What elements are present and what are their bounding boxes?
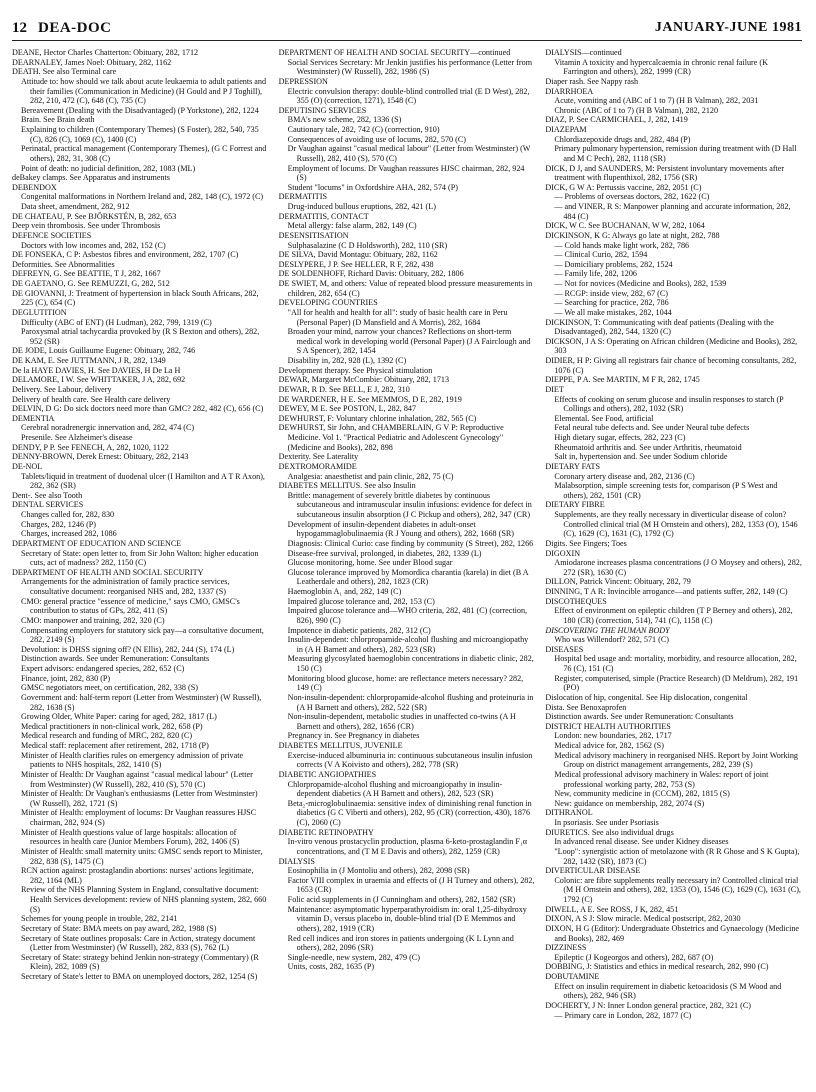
index-subentry: Glucose tolerance improved by Momordica charantia (karela) in diet (B A Leatherdale and others), 282, 1823 (CR)	[287, 567, 529, 587]
index-subentry: — RCGP: inside view, 282, 67 (C)	[554, 288, 669, 298]
index-heading: Delivery. See Labour, delivery	[12, 384, 112, 394]
index-subentry: Changes called for, 282, 830	[21, 510, 115, 519]
index-subentry: Minister of Health clarifies rules on emergency admission of private patients to NHS hospitals, 282, 1410 (S)	[21, 750, 244, 770]
index-subentry: Expert advisors: endangered species, 282, 652 (C)	[21, 664, 185, 673]
index-heading: DEVELOPING COUNTRIES	[278, 298, 378, 308]
index-heading: Distinction awards. See under Remuneration: Consultants	[545, 712, 734, 722]
index-subentry: Register, computerised, simple (Practice Research) (D Meldrum), 282, 191 (PO)	[554, 673, 799, 693]
index-subentry: Maintenance: asymptomatic hyperparathyroidism in: oral 1,25-dihydroxy vitamin D₃ versus placebo in, double-blind trial (D E Memmos and others), 282, 1919 (CR)	[287, 904, 527, 933]
index-heading: DEWAR, R D. See BELL, E J, 282, 310	[278, 384, 410, 394]
index-subentry: Review of the NHS Planning System in England, consultative document: Health Services development: review of NHS planning system, 282, 660 (S)	[21, 885, 267, 914]
index-subentry: — Not for novices (Medicine and Books), 282, 1539	[554, 279, 727, 288]
index-column-2	[279, 48, 536, 1088]
index-subentry: Data sheet, amendment, 282, 912	[21, 202, 130, 211]
index-heading: DEPARTMENT OF EDUCATION AND SCIENCE	[12, 538, 182, 548]
index-subentry: CMO: general practice "essence of medicine," says CMO, GMSC's contribution to status of GPs, 282, 411 (S)	[21, 596, 240, 616]
index-heading: DERMATITIS, CONTACT	[278, 211, 369, 221]
index-subentry: CMO: manpower and training, 282, 320 (C)	[21, 615, 165, 625]
index-subentry: Non-insulin-dependent, metabolic studies in unaffected co-twins (A H Barnett and others), 282, 1656 (CR)	[287, 712, 516, 731]
index-subentry: Drug-induced bullous eruptions, 282, 421 (L)	[287, 202, 436, 211]
index-heading: DITHRANOL	[545, 808, 593, 818]
index-heading: DEPRESSION	[278, 76, 328, 86]
index-subentry: In advanced renal disease. See under Kidney diseases	[554, 837, 729, 847]
index-subentry: Pregnancy in. See Pregnancy in diabetes	[287, 731, 420, 741]
index-heading: DIABETIC RETINOPATHY	[278, 827, 374, 837]
index-heading: DICKINSON, K G: Always go late at night, 282, 788	[545, 230, 720, 240]
index-subentry: Fetal neural tube defects and. See under Neural tube defects	[554, 423, 750, 433]
index-subentry: Employment of locums. Dr Vaughan reassures HJSC chairman, 282, 924 (S)	[287, 163, 525, 183]
index-subentry: Elemental. See Food, artificial	[554, 413, 654, 423]
index-heading: DIALYSIS—continued	[545, 48, 622, 57]
index-heading: DEGLUTITION	[12, 307, 67, 317]
index-subentry: Schemes for young people in trouble, 282, 2141	[21, 914, 178, 924]
index-subentry: Effects of cooking on serum glucose and insulin responses to starch (P Collings and others), 282, 1032 (SR)	[554, 394, 784, 414]
index-heading: Dexterity. See Laterality	[278, 452, 359, 462]
index-subentry: Paroxysmal atrial tachycardia provoked by (R S Bexton and others), 282, 952 (SR)	[21, 327, 260, 346]
index-column-1	[12, 48, 269, 1088]
index-subentry: Exercise-induced albuminuria in: continuous subcutaneous insulin infusion corrects (V A Koivisto and others), 282, 778 (SR)	[287, 750, 533, 770]
index-heading: DICKINSON, T: Communicating with deaf patients (Dealing with the Disadvantaged), 282, 544, 1320 (C)	[545, 317, 774, 337]
index-subentry: — Problems of overseas doctors, 282, 1622 (C)	[554, 192, 710, 202]
index-subentry: Measuring glycosylated haemoglobin concentrations in diabetic clinic, 282, 150 (C)	[287, 654, 534, 673]
index-subentry: Disability in, 282, 928 (L), 1392 (C)	[287, 356, 407, 365]
index-heading: DIABETES MELLITUS, JUVENILE	[278, 741, 403, 750]
index-subentry: Medical research and funding of MRC, 282, 820 (C)	[21, 731, 193, 741]
index-subentry: Medical practitioners in non-clinical work, 282, 658 (P)	[21, 721, 203, 731]
index-heading: Dislocation of hip, congenital. See Hip dislocation, congenital	[545, 692, 748, 702]
index-subentry: Eosinophilia in (J Montoliu and others), 282, 2098 (SR)	[287, 866, 470, 876]
index-subentry: Who was Willendorf? 282, 571 (C)	[554, 635, 669, 645]
index-subentry: "All for health and health for all": study of basic health care in Peru (Personal Paper) (D Mansfield and A Morris), 282, 1684	[287, 307, 508, 327]
index-columns	[12, 48, 802, 1088]
index-subentry: — Clinical Curio, 282, 1594	[554, 250, 648, 260]
index-subentry: Analgesia: anaesthetist and pain clinic, 282, 75 (C)	[287, 471, 454, 481]
index-subentry: — Family life, 282, 1206	[554, 269, 637, 279]
index-subentry: Charges, 282, 1246 (P)	[21, 519, 97, 529]
index-heading: DERMATITIS	[278, 192, 327, 202]
index-heading: Diaper rash. See Nappy rash	[545, 76, 639, 86]
index-subentry: Glucose monitoring, home. See under Blood sugar	[287, 558, 453, 568]
index-subentry: Broaden your mind, narrow your chances? Reflections on short-term medical work in developing world (Personal Paper) (J A Fairclough and S A Spencer), 282, 1454	[287, 327, 531, 356]
index-heading: DE-NOL	[12, 461, 43, 471]
index-heading: DIETARY FATS	[545, 461, 600, 471]
index-heading: DIABETES MELLITUS. See also Insulin	[278, 481, 416, 491]
index-subentry: Compensating employers for statutory sick pay—a consultative document, 282, 2149 (S)	[21, 625, 264, 645]
index-subentry: — We all make mistakes, 282, 1044	[554, 307, 672, 317]
index-subentry: Social Services Secretary: Mr Jenkin justifies his performance (Letter from Westminster) (W Russell), 282, 1986 (S)	[287, 57, 533, 77]
index-subentry: Chlorpropamide-alcohol flushing and microangiopathy in insulin-dependent diabetics (A H Barnett and others), 282, 523 (SR)	[287, 779, 503, 799]
index-subentry: Medical professional advisory machinery in Wales: report of joint professional working party, 282, 753 (S)	[554, 769, 769, 789]
index-subentry: Cautionary tale, 282, 742 (C) (correction, 910)	[287, 125, 440, 134]
index-heading: DEWAR, Margaret McCombie: Obituary, 282, 1713	[278, 375, 450, 385]
issue-date: JANUARY-JUNE 1981	[654, 20, 802, 35]
index-subentry: Chlordiazepoxide drugs and, 282, 484 (P)	[554, 134, 691, 144]
index-subentry: Minister of Health: employment of locums: Dr Vaughan reassures HJSC chairman, 282, 924 (S)	[21, 808, 257, 827]
index-subentry: Electric convulsion therapy: double-blind controlled trial (E D West), 282, 355 (O) (correction, 1271), 1548 (C)	[287, 86, 530, 106]
index-subentry: Cerebral noradrenergic innervation and, 282, 474 (C)	[21, 423, 195, 433]
index-heading: DEWHURST, Sir John, and CHAMBERLAIN, G V P: Reproductive Medicine. Vol 1. "Practical Pediatric and Adolescent Gynecology" (Medicine and Books), 282, 898	[278, 423, 504, 452]
index-subentry: Development of insulin-dependent diabetes in adult-onset hypogammaglobulinaemia (R J Young and others), 282, 1668 (SR)	[287, 519, 514, 539]
index-subentry: Medical advice for, 282, 1562 (S)	[554, 741, 664, 750]
index-subentry: New, community medicine in (CCCM), 282, 1815 (S)	[554, 789, 730, 799]
index-heading: Dent-. See also Tooth	[12, 490, 83, 500]
index-subentry: In-vitro venous prostacyclin production, plasma 6-keto-prostaglandin F₁α concentrations, and (T M E Davis and others), 282, 1259 (CR)	[287, 837, 527, 856]
index-heading: DICKSON, J A S: Operating on African children (Medicine and Books), 282, 303	[545, 336, 798, 356]
index-heading: DE CHATEAU, P. See BJÖRKSTÉN, B, 282, 653	[12, 211, 177, 221]
index-subentry: Medical staff: replacement after retirement, 282, 1718 (P)	[21, 741, 209, 750]
index-subentry: Effect of environment on epileptic children (T P Berney and others), 282, 180 (CR) (correction, 514), 741 (C), 1158 (C)	[554, 606, 793, 625]
index-heading: DEATH. See also Terminal care	[12, 67, 117, 77]
index-subentry: Minister of Health: Dr Vaughan against "casual medical labour" (Letter from Westminster) (W Russell), 282, 410 (S), 570 (C)	[21, 769, 253, 789]
index-subentry: Salt in, hypertension and. See under Sodium chloride	[554, 452, 728, 462]
index-heading: DICK, G W A: Pertussis vaccine, 282, 2051 (C)	[545, 182, 702, 192]
index-subentry: Dr Vaughan against "casual medical labour" (Letter from Westminster) (W Russell), 282, 410 (S), 570 (C)	[287, 144, 531, 163]
index-heading: DEPARTMENT OF HEALTH AND SOCIAL SECURITY	[12, 567, 204, 577]
index-subentry: GMSC negotiators meet, on certification, 282, 338 (S)	[21, 683, 198, 693]
index-heading: DE FONSEKA, C P: Asbestos fibres and environment, 282, 1707 (C)	[12, 250, 239, 260]
index-subentry: Secretary of State: strategy behind Jenkin non-strategy (Commentary) (R Klein), 282, 1089 (S)	[21, 952, 259, 972]
index-subentry: Secretary of State's letter to BMA on unemployed doctors, 282, 1254 (S)	[21, 972, 258, 981]
index-subentry: Colonic: are fibre supplements really necessary in? Controlled clinical trial (M H Ornstein and others), 282, 1353 (O), 1546 (C), 1629 (C), 1631 (C), 1792 (C)	[554, 875, 801, 904]
index-subentry: Perinatal, practical management (Contemporary Themes), (G C Forrest and others), 282, 31, 308 (C)	[21, 144, 267, 163]
index-heading: DE SILVA, David Montagu: Obituary, 282, 1162	[278, 250, 438, 260]
index-heading: Development therapy. See Physical stimulation	[278, 365, 433, 375]
index-subentry: Acute, vomiting and (ABC of 1 to 7) (H B Valman), 282, 2031	[554, 96, 759, 106]
index-heading: DE GIOVANNI, J: Treatment of hypertension in black South Africans, 282, 225 (C), 654 (C)	[12, 288, 259, 308]
index-subentry: Charges, increased 282, 1086	[21, 529, 117, 539]
running-head: DEA-DOC	[38, 20, 112, 36]
index-subentry: Non-insulin-dependent: chlorpropamide-alcohol flushing and proteinuria in (A H Barnett and others), 282, 522 (SR)	[287, 692, 534, 712]
index-subentry: Secretary of State outlines proposals: Care in Action, strategy document (Letter from Westminster) (W Russell), 282, 833 (S), 762 (L)	[21, 933, 256, 953]
index-heading: DIABETIC ANGIOPATHIES	[278, 769, 377, 779]
index-heading: DIVERTICULAR DISEASE	[545, 866, 641, 876]
index-subentry: Minister of Health questions value of large hospitals: allocation of resources in health care (Junior Members Forum), 282, 1406 (S)	[21, 827, 240, 847]
index-subentry: New: guidance on membership, 282, 2074 (S)	[554, 798, 705, 808]
index-heading: DENNY-BROWN, Derek Ernest: Obituary, 282, 2143	[12, 452, 189, 462]
index-subentry: Rheumatoid arthritis and. See under Arthritis, rheumatoid	[554, 442, 742, 452]
index-subentry: Beta₂-microglobulinaemia: sensitive index of diminishing renal function in diabetics (G C Viberti and others), 282, 95 (CR) (correction, 430), 1876 (C), 2060 (C)	[287, 798, 532, 827]
index-subentry: Bereavement (Dealing with the Disadvantaged) (P Yorkstone), 282, 1224	[21, 105, 259, 115]
index-heading: DIETARY FIBRE	[545, 500, 605, 510]
index-subentry: — Domiciliary problems, 282, 1524	[554, 259, 673, 269]
index-heading: DISCOVERING THE HUMAN BODY	[545, 625, 670, 635]
index-heading: DISTRICT HEALTH AUTHORITIES	[545, 721, 671, 731]
index-subentry: Chronic (ABC of 1 to 7) (H B Valman), 282, 2120	[554, 105, 719, 115]
index-heading: DIZZINESS	[545, 943, 587, 953]
index-subentry: Student "locums" in Oxfordshire AHA, 282, 574 (P)	[287, 182, 458, 192]
index-heading: DIAZ, P. See CARMICHAEL, J, 282, 1419	[545, 115, 688, 125]
index-heading: DIWELL, A E. See ROSS, J K, 282, 451	[545, 904, 679, 914]
index-heading: DOCHERTY, J N: Inner London general practice, 282, 321 (C)	[545, 1000, 751, 1010]
index-subentry: — Primary care in London, 282, 1877 (C)	[554, 1010, 692, 1020]
index-heading: Deformities. See Abnormalities	[12, 259, 115, 269]
index-heading: DIDIER, H P: Giving all registrars fair chance of becoming consultants, 282, 1076 (C)	[545, 356, 797, 375]
index-subentry: Medical advisory machinery in reorganised NHS. Report by Joint Working Group on district management arrangements, 282, 239 (S)	[554, 750, 798, 770]
index-heading: Delivery of health care. See Health care delivery	[12, 394, 171, 404]
index-subentry: Congenital malformations in Northern Ireland and, 282, 148 (C), 1972 (C)	[21, 192, 264, 202]
index-subentry: Impotence in diabetic patients, 282, 312 (C)	[287, 625, 431, 635]
index-heading: Deep vein thrombosis. See under Thrombosis	[12, 221, 161, 231]
index-subentry: London: new boundaries, 282, 1717	[554, 731, 672, 741]
index-subentry: Sulphasalazine (C D Holdsworth), 282, 110 (SR)	[287, 240, 448, 250]
index-heading: DILLON, Patrick Vincent: Obituary, 282, 79	[545, 577, 691, 587]
index-subentry: Primary pulmonary hypertension, remission during treatment with (D Hall and M C Pech), 282, 1118 (SR)	[554, 144, 797, 163]
index-subentry: — Searching for practice, 282, 786	[554, 298, 669, 308]
index-heading: DEPUTISING SERVICES	[278, 105, 367, 115]
index-subentry: Insulin-dependent: chlorpropamide-alcohol flushing and microangiopathy in (A H Barnett and others), 282, 523 (SR)	[287, 635, 529, 654]
index-subentry: Impaired glucose tolerance and—WHO criteria, 282, 481 (C) (correction, 826), 990 (C)	[287, 606, 528, 625]
index-heading: DICK, D J, and SAUNDERS, M: Persistent involuntary movements after treatment with flupenthixol, 282, 1756 (SR)	[545, 163, 785, 183]
index-subentry: Effect on insulin requirement in diabetic ketoacidosis (S M Wood and others), 282, 946 (SR)	[554, 981, 782, 1001]
index-subentry: Secretary of State: open letter to, from Sir John Walton: higher education cuts, act of madness? 282, 1150 (C)	[21, 548, 259, 568]
index-subentry: Vitamin A toxicity and hypercalcaemia in chronic renal failure (K Farrington and others), 282, 1999 (CR)	[554, 57, 768, 77]
index-subentry: Minister of Health: Dr Vaughan's enthusiasms (Letter from Westminster) (W Russell), 282, 1721 (S)	[21, 789, 258, 808]
index-subentry: — and VINER, R S: Manpower planning and accurate information, 282, 484 (C)	[554, 202, 791, 221]
index-subentry: Epileptic (J Kogeorgos and others), 282, 687 (O)	[554, 952, 714, 962]
index-subentry: Single-needle, new system, 282, 479 (C)	[287, 952, 420, 962]
index-heading: DIALYSIS	[278, 856, 315, 866]
index-heading: DE SWIET, M, and others: Value of repeated blood pressure measurements in children, 282, 654 (C)	[278, 279, 533, 298]
index-subentry: Finance, joint, 282, 830 (P)	[21, 673, 111, 683]
index-heading: DEPARTMENT OF HEALTH AND SOCIAL SECURITY—continued	[278, 48, 511, 57]
index-subentry: Tablets/liquid in treatment of duodenal ulcer (I Hamilton and A T R Axon), 282, 362 (SR)	[21, 471, 265, 491]
index-subentry: — Cold hands make light work, 282, 786	[554, 240, 690, 250]
index-subentry: Growing Older, White Paper: caring for aged, 282, 1817 (L)	[21, 712, 217, 722]
index-heading: DIURETICS. See also individual drugs	[545, 827, 674, 837]
index-heading: DIGOXIN	[545, 548, 581, 558]
index-subentry: Monitoring blood glucose, home: are reflectance meters necessary? 282, 149 (C)	[287, 673, 524, 693]
index-subentry: Distinction awards. See under Remuneration: Consultants	[21, 654, 210, 664]
index-subentry: Amiodarone increases plasma concentrations (J O Moysey and others), 282, 272 (SR), 1630 (C)	[554, 558, 802, 577]
index-subentry: Red cell indices and iron stores in patients undergoing (K L Lynn and others), 282, 2096 (SR)	[287, 933, 514, 953]
running-header	[12, 18, 802, 41]
index-heading: DENDY, P P. See FENECH, A, 282, 1020, 1122	[12, 442, 169, 452]
index-subentry: Factor VIII complex in uraemia and effects of (J H Turney and others), 282, 1653 (CR)	[287, 875, 535, 895]
index-subentry: Impaired glucose tolerance and, 282, 153 (C)	[287, 596, 435, 606]
index-heading: DE KAM, E. See JUTTMANN, J R, 282, 1349	[12, 356, 166, 365]
index-subentry: RCN action against: prostaglandin abortions: nurses' actions legitimate, 282, 1164 (ML)	[21, 866, 254, 885]
index-heading: DE WARDENER, H E. See MEMMOS, D E, 282, 1919	[278, 394, 462, 404]
index-subentry: Point of death: no judicial definition, 282, 1083 (ML)	[21, 163, 196, 173]
index-heading: DESENSITISATION	[278, 230, 349, 240]
index-heading: deBakey clamps. See Apparatus and instruments	[12, 173, 170, 183]
index-heading: DE JODE, Louis Guillaume Eugene: Obituary, 282, 746	[12, 346, 196, 356]
index-heading: DESLYPERE, J P. See HELLER, R F, 282, 438	[278, 259, 434, 269]
index-subentry: Malabsorption, simple screening tests for, comparison (P S West and others), 282, 1501 (CR)	[554, 481, 778, 500]
index-subentry: Metal allergy: false alarm, 282, 149 (C)	[287, 221, 417, 231]
index-heading: DICK, W C. See BUCHANAN, W W, 282, 1064	[545, 221, 705, 231]
index-heading: DEFENCE SOCIETIES	[12, 230, 92, 240]
index-subentry: Brain. See Brain death	[21, 115, 95, 125]
index-heading: DENTAL SERVICES	[12, 500, 84, 510]
index-heading: DE SOLDENHOFF, Richard Davis: Obituary, 282, 1806	[278, 269, 464, 279]
index-heading: DISCOTHEQUES	[545, 596, 607, 606]
index-subentry: Presenile. See Alzheimer's disease	[21, 433, 133, 442]
index-subentry: Units, costs, 282, 1635 (P)	[287, 962, 375, 972]
index-subentry: Attitude to: how should we talk about acute leukaemia to adult patients and their families (Communication in Medicine) (H Gould and P J Toghill), 282, 210, 472 (C), 648 (C), 735 (C)	[21, 76, 267, 106]
index-subentry: Hospital bed usage and: mortality, morbidity, and resource allocation, 282, 76 (C), 151 (C)	[554, 654, 797, 673]
index-heading: DIEPPE, P A. See MARTIN, M F R, 282, 1745	[545, 375, 700, 385]
index-subentry: BMA's new scheme, 282, 1336 (S)	[287, 115, 402, 125]
index-column-3	[545, 48, 802, 1088]
index-heading: DISEASES	[545, 644, 584, 654]
index-subentry: Brittle: management of severely brittle diabetes by continuous subcutaneous and intramuscular insulin infusions: evidence for defect in subcutaneous insulin absorption (J C Pickup and others), 282, 347 (CR)	[287, 490, 532, 519]
index-heading: DELAMORE, I W. See WHITTAKER, J A, 282, 692	[12, 375, 186, 385]
index-subentry: Diagnosis: Clinical Curio: case finding by community (S Street), 282, 1266	[287, 538, 534, 548]
index-subentry: Folic acid supplements in (J Cunningham and others), 282, 1582 (SR)	[287, 895, 516, 904]
index-subentry: Devolution: is DHSS signing off? (N Ellis), 282, 244 (S), 174 (L)	[21, 644, 235, 654]
index-heading: DEBENDOX	[12, 182, 57, 192]
index-subentry: Coronary artery disease and, 282, 2136 (C)	[554, 471, 695, 481]
index-heading: DINNING, T A R: Invincible arrogance—and patients suffer, 282, 149 (C)	[545, 587, 788, 596]
index-subentry: Secretary of State: BMA meets on pay award, 282, 1988 (S)	[21, 923, 217, 933]
index-heading: De la HAYE DAVIES, H. See DAVIES, H De La H	[12, 365, 181, 375]
index-heading: DIET	[545, 384, 564, 394]
index-heading: DIARRHOEA	[545, 86, 594, 96]
index-subentry: Government and: half-term report (Letter from Westminster) (W Russell), 282, 1638 (S)	[21, 692, 262, 712]
index-heading: DEWEY, M E. See POSTON, L, 282, 847	[278, 404, 417, 414]
index-heading: DEANE, Hector Charles Chatterton: Obituary, 282, 1712	[12, 48, 199, 57]
index-heading: DOBUTAMINE	[545, 972, 600, 981]
index-heading: DIAZEPAM	[545, 125, 587, 134]
index-heading: DEXTROMORAMIDE	[278, 461, 357, 471]
index-heading: DEWHURST, F: Voluntary chlorine inhalation, 282, 565 (C)	[278, 413, 477, 423]
index-subentry: Haemoglobin A₁ and, 282, 149 (C)	[287, 587, 402, 596]
index-heading: DEMENTIA	[12, 413, 55, 423]
index-subentry: Doctors with low incomes and, 282, 152 (C)	[21, 240, 166, 250]
index-heading: DELVIN, D G: Do sick doctors need more than GMC? 282, 482 (C), 656 (C)	[12, 404, 264, 414]
index-subentry: Consequences of avoiding use of locums, 282, 570 (C)	[287, 134, 466, 144]
index-heading: Dista. See Benoxaprofen	[545, 702, 627, 712]
index-heading: DEFREYN, G. See BEATTIE, T J, 282, 1667	[12, 269, 161, 279]
index-heading: DIXON, A S J: Slow miracle. Medical postscript, 282, 2030	[545, 914, 741, 924]
index-heading: Digits. See Fingers; Toes	[545, 538, 627, 548]
page-number: 12	[12, 20, 27, 36]
index-subentry: Supplements, are they really necessary in diverticular disease of colon? Controlled clinical trial (M H Ornstein and others), 282, 1353 (O), 1546 (C), 1629 (C), 1631 (C), 1792 (C)	[554, 510, 798, 539]
index-subentry: High dietary sugar, effects, 282, 223 (C)	[554, 433, 686, 442]
index-heading: DE GAETANO, G. See REMUZZI, G, 282, 512	[12, 279, 170, 288]
index-subentry: In psoriasis. See under Psoriasis	[554, 818, 659, 827]
index-heading: DIXON, H G (Editor): Undergraduate Obstetrics and Gynaecology (Medicine and Books), 282, 469	[545, 923, 800, 943]
index-subentry: Difficulty (ABC of ENT) (H Ludman), 282, 799, 1319 (C)	[21, 317, 212, 327]
index-subentry: Explaining to children (Contemporary Themes) (S Foster), 282, 540, 735 (C), 826 (C), 1069 (C), 1400 (C)	[21, 125, 259, 144]
index-subentry: Arrangements for the administration of family practice services, consultative document: reorganised NHS and, 282, 1337 (S)	[21, 577, 230, 596]
index-subentry: "Loop": synergistic action of metolazone with (R R Ghose and S K Gupta), 282, 1432 (SR), 1873 (C)	[554, 846, 800, 866]
index-heading: DOBBING, J: Statistics and ethics in medical research, 282, 990 (C)	[545, 962, 769, 972]
index-heading: DEARNALEY, James Noel: Obituary, 282, 1162	[12, 57, 172, 67]
index-subentry: Disease-free survival, prolonged, in diabetes, 282, 1339 (L)	[287, 548, 482, 558]
index-subentry: Minister of Health: small maternity units: GMSC sends report to Minister, 282, 838 (S), 1475 (C)	[21, 846, 263, 866]
